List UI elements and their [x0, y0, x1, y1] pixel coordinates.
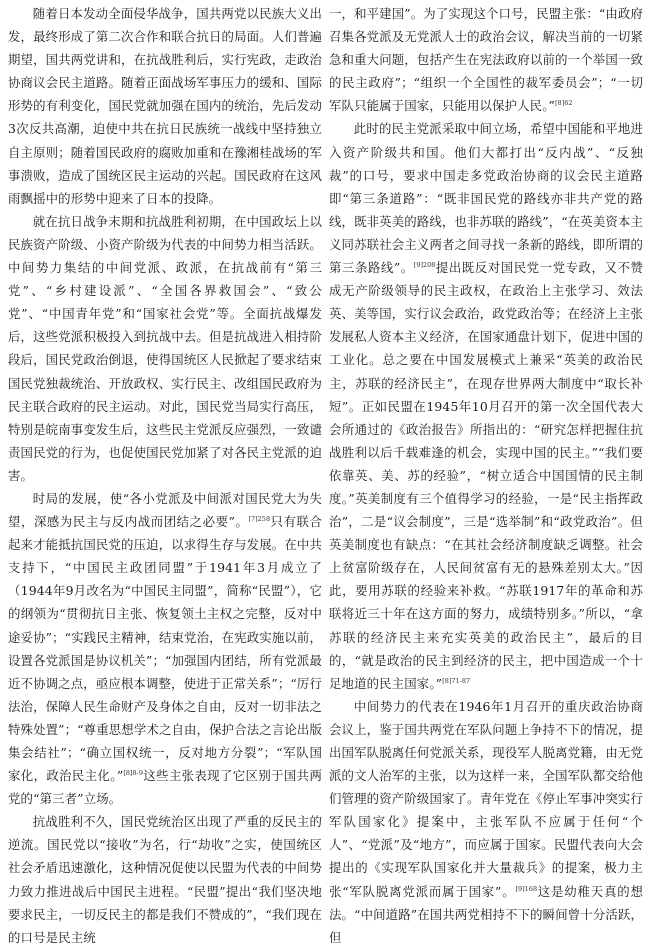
- paragraph-p6: [329, 695, 643, 949]
- citation-marker: [8]71-87: [442, 676, 471, 685]
- citation-marker: [9]208: [413, 261, 436, 270]
- body-text: 提出既反对国民党一党专政，又不赞成无产阶级领导的民主政权，在政治上主张学习、效法英、美等国，实行议会政治，政党政治等；在经济上主张发展私人资本主义经济，在国家通盘计划下，促进中国的工业化。总之要在中国发展模式上兼采“英美的政治民主，苏联的经济民主”，在现存世界两大制度中“取长补短”。正如民盟在1945年10月召开的第一次全国代表大会所通过的《政治报告》所指出的：“研究怎样把握住抗战胜利以后千载难逢的机会，实现中国的民主。”“我们要依靠英、美、苏的经验”，“树立适合中国国情的民主制度。”英美制度有三个值得学习的经验，一是“民主指挥政治”，二是“议会制度”，三是“选举制”和“政党政治”。但英美制度也有缺点：“在其社会经济制度缺乏调整。社会上贫富阶级存在，人民间贫富有无的悬殊差别太大。”因此，要用苏联的经验来补救。“苏联1917年的革命和苏联将近三十年在这方面的努力，成绩特别多。”所以，“拿苏联的经济民主来充实英美的政治民主”，最后的目的，“就是政治的民主到经济的民主，把中国造成一个十足地道的民主国家。”: [329, 260, 644, 691]
- paragraph-p4b: [329, 2, 643, 117]
- paragraph-p1: [8, 2, 322, 210]
- citation-marker: [7]258: [248, 515, 271, 524]
- body-text: 抗战胜利不久，国民党统治区出现了严重的反民主的逆流。国民党以“接收”为名，行“劫收”之实，使国统区社会矛盾迅速激化，这种情况促使以民盟为代表的中间势力致力推进战后中国民主进程。“民盟”提出“我们坚决地要求民主，一切反民主的都是我们不赞成的”，“我们现在的口号是民主统: [8, 814, 322, 945]
- citation-marker: [9]168: [515, 884, 538, 893]
- left-column: [8, 2, 322, 945]
- body-text: 这些主张表现了它区别于国共两党的“第三者”立场。: [8, 768, 322, 807]
- paragraph-p3: [8, 487, 322, 810]
- body-text: 随着日本发动全面侵华战争，国共两党以民族大义出发，最终形成了第二次合作和联合抗日的局面。人们普遍期望，国共两党讲和，在抗战胜利后，实行宪政，走政治协商议会民主道路。随着正面战场军事压力的缓和、国际形势的有利变化，国民党就加强在国内的统治，先后发动3次反共高潮，迫使中共在抗日民族统一战线中坚持独立自主原则；随着国民政府的腐败加重和在豫湘桂战场的军事溃败，造成了国统区民主运动的兴起。国民政府在这风雨飘摇中的形势中迎来了日本的投降。: [8, 6, 322, 206]
- body-text: 此时的民主党派采取中间立场，希望中国能和平地进入资产阶级共和国。他们大都打出“反内战”、“反独裁”的口号，要求中国走多党政治协商的议会民主道路即“第三条道路”：“既非国民党的路线亦非共产党的路线，既非英美的路线，也非苏联的路线”，“在英美资本主义同苏联社会主义两者之间寻找一条新的路线，即所谓的第三条路线”。: [329, 121, 643, 276]
- body-text: 只有联合起来才能抵抗国民党的压迫，以求得生存与发展。在中共支持下，“中国民主政团同盟”于1941年3月成立了（1944年9月改名为“中国民主同盟”，简称“民盟”），它的纲领为“贯彻抗日主张、恢复领土主权之完整，反对中途妥协”；“实践民主精神，结束党治，在宪政实施以前，设置各党派国是协议机关”；“加强国内团结，所有党派最近不协调之点，亟应根本调整，使进于正常关系”；“厉行法治，保障人民生命财产及身体之自由，反对一切非法之特殊处置”；“尊重思想学术之自由，保护合法之言论出版集会结社”；“确立国权统一，反对地方分裂”；“军队国家化，政治民主化。”: [8, 514, 322, 784]
- body-text: 就在抗日战争末期和抗战胜利初期，在中国政坛上以民族资产阶级、小资产阶级为代表的中间势力相当活跃。中间势力集结的中间党派、政派，在抗战前有“第三党”、“乡村建设派”、“全国各界救国会”、“致公党”、“中国青年党”和“国家社会党”等。全面抗战爆发后，这些党派积极投入到抗战中去。但是抗战进入相持阶段后，国民党政治倒退，使得国统区人民掀起了要求结束国民党独裁统治、开放政权、实行民主、改组国民政府为民主联合政府的民主运动。对此，国民党当局实行高压，特别是皖南事变发生后，这些民主党派反应强烈，一致谴责国民党的行为，也促使国民党加紧了对各民主党派的迫害。: [8, 213, 322, 483]
- citation-marker: [8]8-9: [123, 769, 144, 778]
- paragraph-p2: [8, 210, 322, 487]
- citation-marker: [8]62: [555, 99, 573, 108]
- paragraph-p5: [329, 117, 643, 694]
- body-text: 时局的发展，使“各小党派及中间派对国民党大为失望，深感为民主与反内战而团结之必要”。: [8, 490, 322, 530]
- paragraph-p4: [8, 810, 322, 949]
- body-text: 中间势力的代表在1946年1月召开的重庆政治协商会议上，鉴于国共两党在军队问题上争持不下的情况，提出国军队脱离任何党派关系，现役军人脱离党籍，由无党派的文人治军的主张，以为这样一来，全国军队都交给他们管理的资产阶级国家了。青年党在《停止军事冲突实行军队国家化》提案中，主张军队不应属于任何“个人”、“党派”及“地方”，而应属于国家。民盟代表向大会提出的《实现军队国家化并大量裁兵》的提案，极力主张“军队脱离党派而属于国家”。: [329, 698, 643, 899]
- body-text: 一，和平建国”。为了实现这个口号，民盟主张：“由政府召集各党派及无党派人士的政治会议，解决当前的一切紧急和重大问题，包括产生在宪法政府以前的一个举国一致的民主政府”；“组织一个全国性的裁军委员会”；“一切军队只能属于国家，只能用以保护人民。”: [329, 6, 643, 114]
- body-text: 这是幼稚天真的想法。“中间道路”在国共两党相持不下的瞬间曾十分活跃，但: [329, 883, 644, 945]
- right-column: [329, 2, 644, 945]
